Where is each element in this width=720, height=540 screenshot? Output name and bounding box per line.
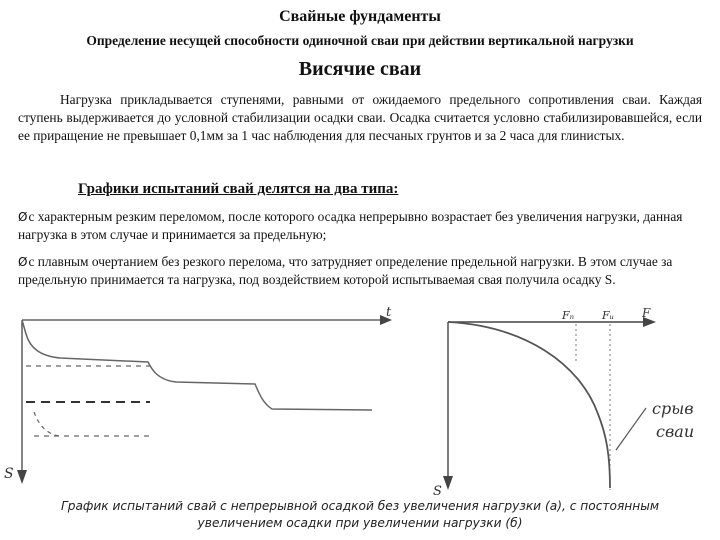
fu-label: Fᵤ: [602, 309, 615, 322]
settlement-load-diagram: [430, 304, 720, 498]
load-settlement-curve: [448, 322, 610, 488]
arrow-down-icon: [17, 470, 27, 484]
dashed-curve: [34, 412, 60, 436]
bullet-arrow-icon: Ø: [18, 210, 28, 224]
annotation-line-1: срыв: [652, 399, 694, 418]
body-paragraph: Нагрузка прикладывается ступенями, равными от ожидаемого предельного сопротивления сваи. Каждая ступень выдерживается до условной стабилизации осадки сваи. Осадка считается условно стабилизировавшейся, если ее приращение не превышает 0,1мм за 1 час наблюдения для песчаных грунтов и за 2 часа для глинистых.: [18, 92, 702, 143]
figure-caption: График испытаний свай с непрерывной осадкой без увеличения нагрузки (а), с постоянным увеличением осадки при увеличении нагрузки (б): [60, 499, 660, 530]
axis-s-label: S: [433, 484, 442, 498]
axis-t-label: t: [386, 305, 392, 320]
axis-s-label: S: [4, 466, 14, 482]
axis-f-label: F: [642, 306, 651, 320]
bullet-item: [18, 253, 708, 289]
bullet-arrow-icon: Ø: [18, 255, 28, 269]
fn-label: Fₙ: [562, 309, 575, 322]
annotation-line-2: сваи: [656, 422, 695, 441]
page-subtitle: Определение несущей способности одиночной сваи при действии вертикальной нагрузки: [86, 33, 634, 48]
pointer-line: [616, 408, 646, 450]
section-heading: Висячие сваи: [298, 58, 422, 80]
bullet-text: с характерным резким переломом, после которого осадка непрерывно возрастает без увеличения нагрузки, данная нагрузка в этом случае и принимается за предельную;: [18, 209, 683, 242]
arrow-down-icon: [443, 476, 453, 490]
settlement-time-diagram: [0, 304, 410, 494]
types-heading: Графики испытаний свай делятся на два типа:: [78, 181, 399, 197]
page-title: Свайные фундаменты: [279, 8, 441, 25]
bullet-text: с плавным очертанием без резкого перелома, что затрудняет определение предельной нагрузки. В этом случае за предельную принимается та нагрузка, под воздействием которой испытываемая свая получила осадку S.: [18, 254, 673, 287]
bullet-item: [18, 208, 708, 244]
settlement-curve: [22, 320, 372, 410]
